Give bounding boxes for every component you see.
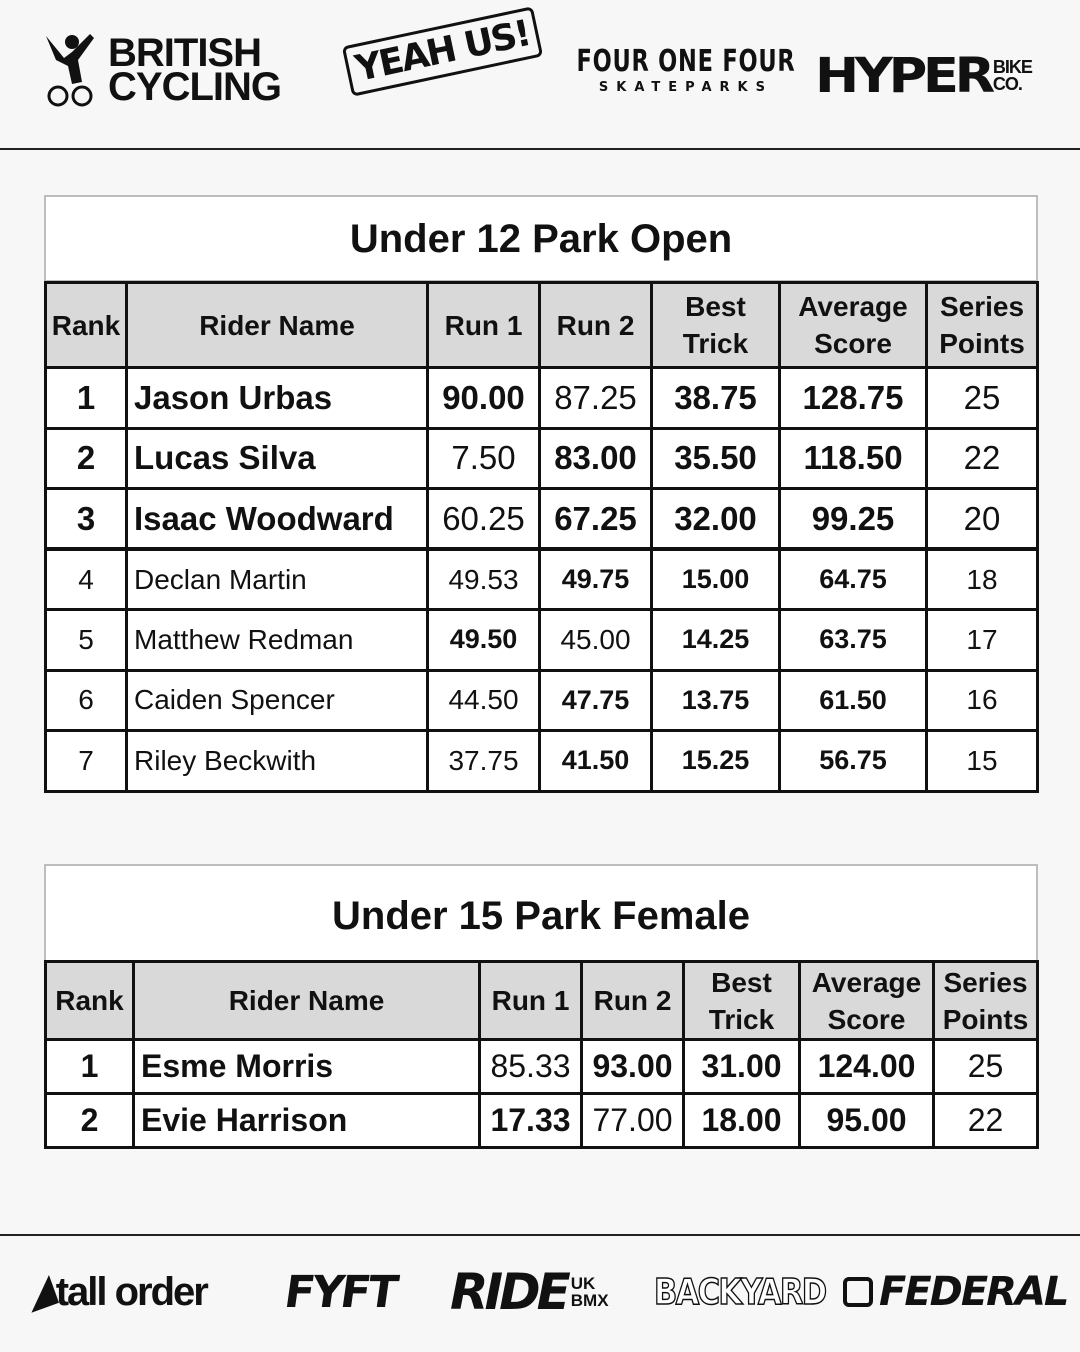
fyft-text: FYFT (281, 1266, 399, 1318)
table-row (46, 610, 1038, 671)
run2-cell: 45.00 (540, 610, 652, 671)
col-header-average-score: Average Score (780, 283, 927, 368)
rank-cell: 6 (46, 670, 127, 731)
col-header-rank: Rank (46, 283, 127, 368)
average-score-cell: 95.00 (800, 1094, 934, 1148)
run1-cell: 17.33 (480, 1094, 582, 1148)
rank-cell: 2 (46, 1094, 134, 1148)
table1-title-card (44, 195, 1038, 282)
cyclist-icon (42, 30, 102, 110)
under-12-results-table (44, 281, 1039, 793)
table1-title: Under 12 Park Open (349, 217, 733, 261)
tall-order-mark-icon: ◢ (19, 1267, 58, 1316)
four-one-four-logo (540, 46, 832, 95)
rider-name-cell: Riley Beckwith (127, 731, 428, 792)
yeah-us-games-logo (345, 13, 540, 90)
rider-name-cell: Declan Martin (127, 549, 428, 610)
run1-cell: 44.50 (428, 670, 540, 731)
series-points-cell: 17 (927, 610, 1038, 671)
run1-cell: 37.75 (428, 731, 540, 792)
series-points-cell: 18 (927, 549, 1038, 610)
skateparks-text: SKATEPARKS (598, 80, 773, 95)
tall-order-text: tall order (55, 1269, 207, 1314)
average-score-cell: 63.75 (780, 610, 927, 671)
rank-cell: 1 (46, 368, 127, 429)
rider-name-cell: Isaac Woodward (127, 489, 428, 550)
table-row (46, 549, 1038, 610)
rider-name-cell: Caiden Spencer (127, 670, 428, 731)
table-row (46, 1040, 1038, 1094)
series-points-cell: 25 (927, 368, 1038, 429)
backyard-text: BACKYARD (654, 1271, 826, 1313)
ride-text: RIDE (450, 1263, 567, 1321)
rider-name-cell: Lucas Silva (127, 428, 428, 489)
col-header-run1: Run 1 (428, 283, 540, 368)
table-row (46, 670, 1038, 731)
table-header-row (46, 283, 1038, 368)
run2-cell: 83.00 (540, 428, 652, 489)
federal-logo (843, 1262, 1067, 1322)
federal-text: FEDERAL (879, 1269, 1068, 1315)
run1-cell: 60.25 (428, 489, 540, 550)
series-points-cell: 15 (927, 731, 1038, 792)
ride-uk-text: UK (570, 1274, 596, 1293)
federal-shield-icon (843, 1277, 873, 1307)
run1-cell: 49.53 (428, 549, 540, 610)
rank-cell: 4 (46, 549, 127, 610)
col-header-run2: Run 2 (582, 962, 684, 1040)
rank-cell: 3 (46, 489, 127, 550)
run1-cell: 90.00 (428, 368, 540, 429)
run2-cell: 41.50 (540, 731, 652, 792)
best-trick-cell: 15.00 (652, 549, 780, 610)
table-row (46, 1094, 1038, 1148)
table-header-row (46, 962, 1038, 1040)
under-15-female-results-table (44, 960, 1039, 1149)
col-header-series-points: Series Points (934, 962, 1038, 1040)
run1-cell: 85.33 (480, 1040, 582, 1094)
backyard-logo (654, 1262, 825, 1322)
col-header-rider-name: Rider Name (127, 283, 428, 368)
table2-title: Under 15 Park Female (332, 894, 750, 938)
hyper-text: HYPER (815, 48, 991, 104)
tall-order-logo (19, 1262, 207, 1322)
rider-name-cell: Evie Harrison (134, 1094, 480, 1148)
fyft-logo (281, 1262, 399, 1322)
yeah-us-text: YEAH US! (342, 6, 543, 96)
best-trick-cell: 38.75 (652, 368, 780, 429)
best-trick-cell: 35.50 (652, 428, 780, 489)
best-trick-cell: 31.00 (684, 1040, 800, 1094)
best-trick-cell: 14.25 (652, 610, 780, 671)
average-score-cell: 128.75 (780, 368, 927, 429)
best-trick-cell: 15.25 (652, 731, 780, 792)
rank-cell: 2 (46, 428, 127, 489)
average-score-cell: 99.25 (780, 489, 927, 550)
series-points-cell: 25 (934, 1040, 1038, 1094)
col-header-run2: Run 2 (540, 283, 652, 368)
average-score-cell: 64.75 (780, 549, 927, 610)
run2-cell: 47.75 (540, 670, 652, 731)
hyper-bike-text: BIKE (992, 57, 1032, 77)
average-score-cell: 61.50 (780, 670, 927, 731)
average-score-cell: 124.00 (800, 1040, 934, 1094)
col-header-best-trick: Best Trick (652, 283, 780, 368)
british-cycling-line1: BRITISH (108, 31, 261, 75)
british-cycling-line2: CYCLING (108, 65, 281, 109)
run2-cell: 87.25 (540, 368, 652, 429)
table2-title-card (44, 864, 1038, 963)
average-score-cell: 56.75 (780, 731, 927, 792)
run1-cell: 7.50 (428, 428, 540, 489)
table-row (46, 489, 1038, 550)
col-header-series-points: Series Points (927, 283, 1038, 368)
best-trick-cell: 18.00 (684, 1094, 800, 1148)
rider-name-cell: Esme Morris (134, 1040, 480, 1094)
best-trick-cell: 32.00 (652, 489, 780, 550)
ride-uk-bmx-logo (450, 1262, 609, 1322)
run2-cell: 67.25 (540, 489, 652, 550)
table-row (46, 368, 1038, 429)
rank-cell: 7 (46, 731, 127, 792)
average-score-cell: 118.50 (780, 428, 927, 489)
col-header-run1: Run 1 (480, 962, 582, 1040)
run2-cell: 93.00 (582, 1040, 684, 1094)
col-header-rank: Rank (46, 962, 134, 1040)
hyper-co-text: CO. (992, 74, 1022, 94)
hyper-bike-logo (815, 48, 1032, 104)
best-trick-cell: 13.75 (652, 670, 780, 731)
col-header-rider-name: Rider Name (134, 962, 480, 1040)
series-points-cell: 16 (927, 670, 1038, 731)
col-header-average-score: Average Score (800, 962, 934, 1040)
series-points-cell: 20 (927, 489, 1038, 550)
series-points-cell: 22 (934, 1094, 1038, 1148)
series-points-cell: 22 (927, 428, 1038, 489)
rank-cell: 5 (46, 610, 127, 671)
sponsor-header (0, 0, 1080, 150)
table-row (46, 428, 1038, 489)
rider-name-cell: Jason Urbas (127, 368, 428, 429)
british-cycling-logo (42, 30, 281, 110)
ride-bmx-text: BMX (570, 1291, 609, 1310)
run2-cell: 77.00 (582, 1094, 684, 1148)
four-one-four-text: FOUR ONE FOUR (576, 44, 796, 79)
run2-cell: 49.75 (540, 549, 652, 610)
col-header-best-trick: Best Trick (684, 962, 800, 1040)
table-row (46, 731, 1038, 792)
rank-cell: 1 (46, 1040, 134, 1094)
run1-cell: 49.50 (428, 610, 540, 671)
rider-name-cell: Matthew Redman (127, 610, 428, 671)
